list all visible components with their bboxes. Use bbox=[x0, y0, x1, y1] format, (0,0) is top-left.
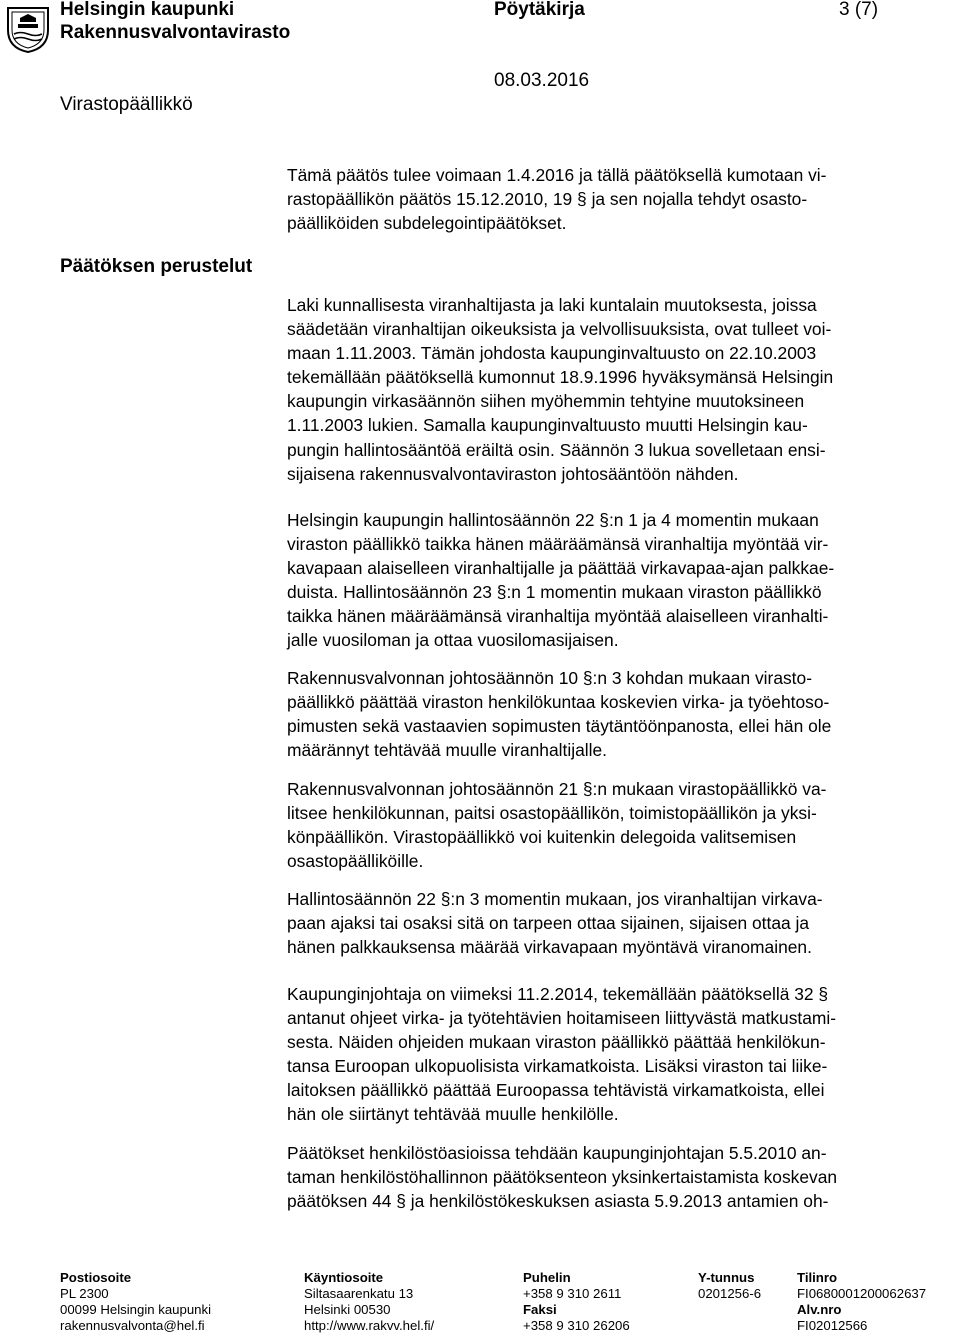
paragraph-sijainen: Hallintosäännön 22 §:n 3 momentin mukaan, jos viranhaltijan virkava- paan ajaksi tai osaksi sitä on tarpeen ottaa sijainen, sijaisen ottaa ja hänen palkkauksensa määrää virkavapaan myöntävä viranomainen. bbox=[287, 889, 823, 958]
helsinki-crest-logo bbox=[6, 4, 50, 54]
org-name: Helsingin kaupunki bbox=[60, 0, 235, 20]
document-date: 08.03.2016 bbox=[494, 70, 590, 91]
decision-maker: Virastopäällikkö bbox=[60, 94, 193, 115]
paragraph-johtosaanto-10: Rakennusvalvonnan johtosäännön 10 §:n 3 kohdan mukaan virasto- päällikkö päättää viraston henkilökuntaa koskevien virka- ja työehtoso- pimusten sekä vastaavien sopimusten täytäntöönpanosta, ellei hän ole määrännyt tehtävää muulle viranhaltijalle. bbox=[287, 668, 832, 761]
page-number: 3 (7) bbox=[839, 0, 879, 20]
footer-business-id: Y-tunnus 0201256-6 bbox=[698, 1270, 762, 1301]
department-name: Rakennusvalvontavirasto bbox=[60, 22, 291, 43]
footer-visiting-address: Käyntiosoite Siltasaarenkatu 13 Helsinki 00530 http://www.rakvv.hel.fi/ bbox=[304, 1270, 435, 1333]
paragraph-henkilostoasiat: Päätökset henkilöstöasioissa tehdään kaupunginjohtajan 5.5.2010 an- taman henkilöstöhallinnon päätöksenteon yksinkertaistamista koskevan päätöksen 44 § ja henkilöstökeskuksen asiasta 5.9.2013 antamien oh- bbox=[287, 1143, 838, 1212]
paragraph-hallintosaanto: Helsingin kaupungin hallintosäännön 22 §:n 1 ja 4 momentin mukaan viraston päällikkö taikka hänen määräämänsä viranhaltija myöntää vir- kavapaan alaiselleen viranhaltijalle ja päättää virkavapaa-ajan palkkae- duista. Hallintosäännön 23 §:n 1 momentin mukaan viraston päällikkö taikka hänen määräämänsä viranhaltija myöntää alaiselleen viranhalti- jalle vuosiloman ja ottaa vuosilomasijaisen. bbox=[287, 510, 835, 651]
paragraph-voimaantulo: Tämä päätös tulee voimaan 1.4.2016 ja tällä päätöksellä kumotaan vi- rastopäällikön päätös 15.12.2010, 19 § ja sen nojalla tehdyt osasto- päälliköiden subdelegointipäätökset. bbox=[287, 165, 827, 234]
paragraph-laki: Laki kunnallisesta viranhaltijasta ja laki kuntalain muutoksesta, joissa säädetään viranhaltijan oikeuksista ja velvollisuuksista, ovat tulleet voi- maan 1.11.2003. Tämän johdosta kaupunginvaltuusto on 22.10.2003 tekemällään päätöksellä kumonnut 18.9.1996 hyväksymänsä Helsingin kaupungin virkasäännön siihen myöhemmin tehtyine muutoksineen 1.11.2003 lukien. Samalla kaupunginvaltuusto muutti Helsingin kau- pungin hallintosääntöä eräiltä osin. Säännön 3 lukua sovelletaan ensi- sijaisena rakennusvalvontaviraston johtosääntöön nähden. bbox=[287, 295, 834, 484]
paragraph-matkustaminen: Kaupunginjohtaja on viimeksi 11.2.2014, tekemällään päätöksellä 32 § antanut ohjeet virka- ja työtehtävien hoitamiseen liittyvästä matkustami- sesta. Näiden ohjeiden mukaan viraston päällikkö päättää henkilökun- tansa Euroopan ulkopuolisista virkamatkoista. Lisäksi viraston tai liike- laitoksen päällikkö päättää Euroopassa tehtävistä virkamatkoista, ellei hän ole siirtänyt tehtävää muulle henkilölle. bbox=[287, 984, 837, 1125]
footer-phone: Puhelin +358 9 310 2611 Faksi +358 9 310 26206 bbox=[523, 1270, 630, 1333]
paragraph-johtosaanto-21: Rakennusvalvonnan johtosäännön 21 §:n mukaan virastopäällikkö va- litsee henkilökunnan, paitsi osastopäällikön, toimistopäällikön ja yksi- könpäällikön. Virastopäällikkö voi kuitenkin delegoida valitsemisen osastopäälliköille. bbox=[287, 779, 827, 872]
document-type: Pöytäkirja bbox=[494, 0, 585, 20]
footer-postal-address: Postiosoite PL 2300 00099 Helsingin kaupunki rakennusvalvonta@hel.fi bbox=[60, 1270, 212, 1333]
footer-bank-account: Tilinro FI0680001200062637 Alv.nro FI02012566 bbox=[797, 1270, 927, 1333]
website-link: http://www.rakvv.hel.fi/ bbox=[304, 1318, 435, 1333]
section-heading-perustelut: Päätöksen perustelut bbox=[60, 256, 253, 277]
